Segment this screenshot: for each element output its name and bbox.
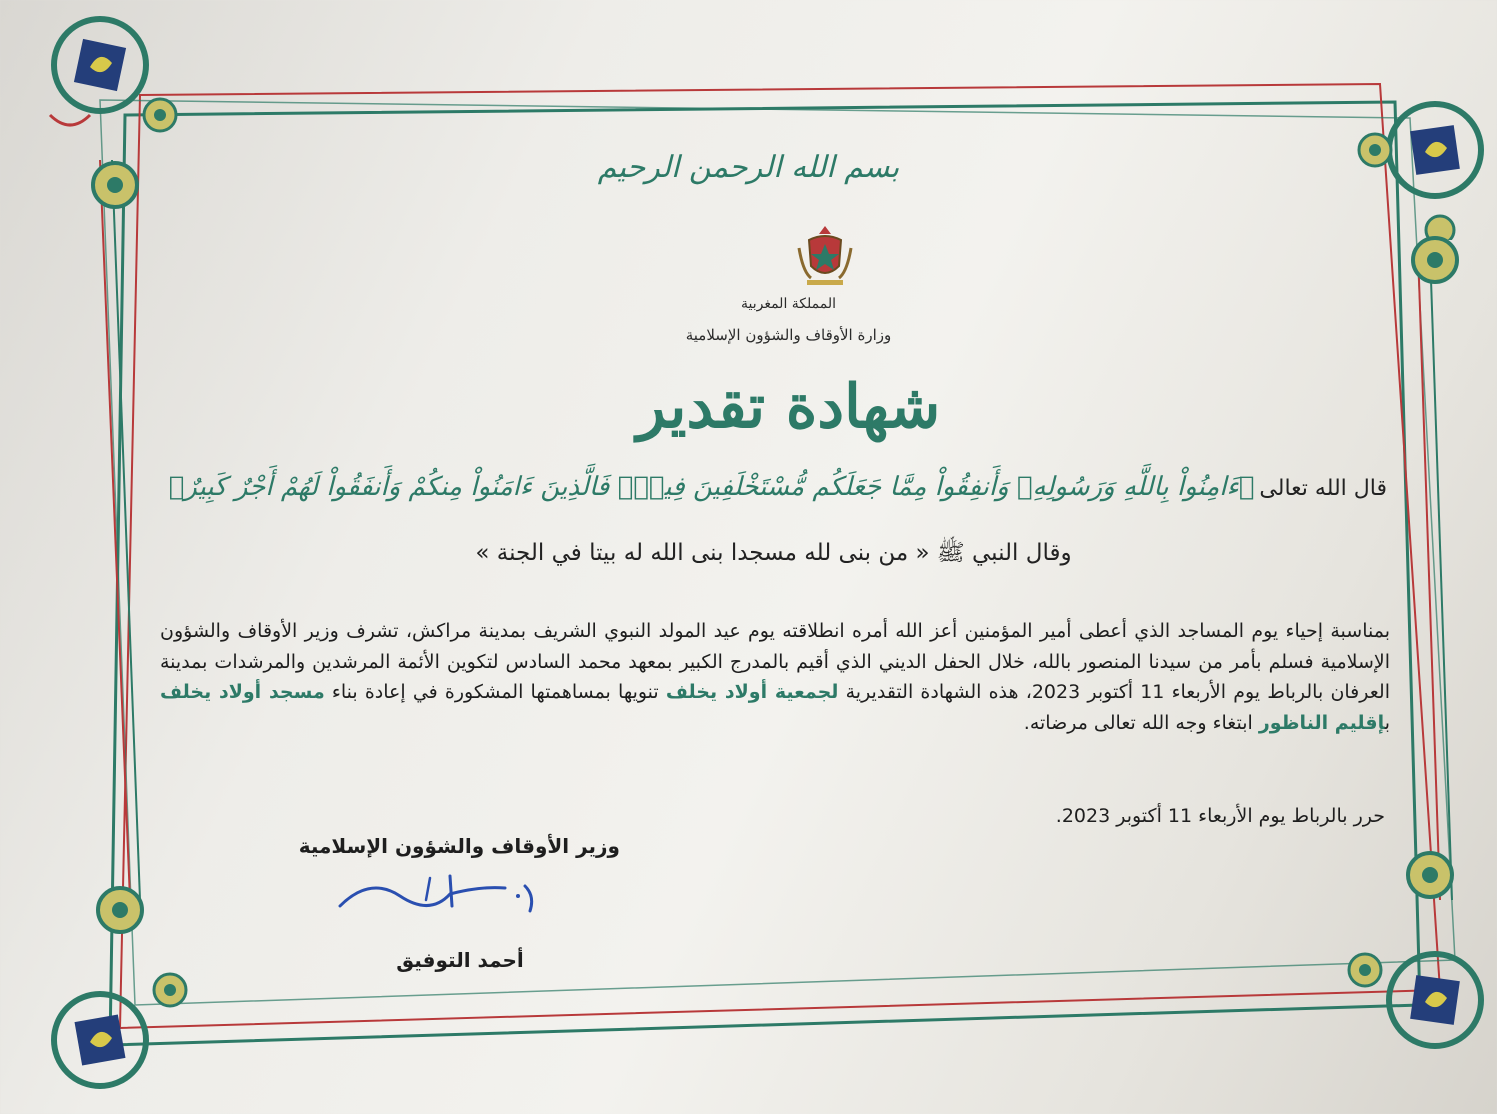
province-name: إقليم الناظور <box>1258 711 1385 734</box>
hadith-quote: وقال النبي ﷺ « من بنى لله مسجدا بنى الله له بيتا في الجنة » <box>475 540 1072 566</box>
kingdom-label: المملكة المغربية <box>740 296 837 312</box>
issue-date: حرر بالرباط يوم الأربعاء 11 أكتوبر 2023. <box>1055 805 1385 827</box>
signatory-title: وزير الأوقاف والشؤون الإسلامية <box>298 834 620 858</box>
handwritten-signature <box>330 866 550 926</box>
quran-intro: قال الله تعالى <box>1259 476 1387 501</box>
recipient-name: لجمعية أولاد يخلف <box>665 681 839 703</box>
certificate-body <box>160 616 1390 738</box>
body-part-2: تنويها بمساهمتها المشكورة في إعادة بناء <box>331 681 659 703</box>
mosque-name: مسجد أولاد يخلف <box>160 681 325 703</box>
body-part-3: ب <box>1384 711 1390 734</box>
signatory-name: أحمد التوفيق <box>396 948 524 972</box>
quran-quote <box>169 472 1387 502</box>
certificate-title: شهادة تقدير <box>636 372 941 442</box>
coat-of-arms-icon <box>795 222 855 288</box>
ministry-label: وزارة الأوقاف والشؤون الإسلامية <box>685 326 892 344</box>
body-part-4: ابتغاء وجه الله تعالى مرضاته. <box>1023 711 1253 734</box>
basmala: بسم الله الرحمن الرحيم <box>597 150 900 185</box>
quran-verse: ﴿ءَامِنُواْ بِاللَّهِ وَرَسُولِهِۦ وَأَنفِقُواْ مِمَّا جَعَلَكُم مُّسْتَخْلَفِينَ فِيهِۖ فَالَّذِينَ ءَامَنُواْ مِنكُمْ وَأَنفَقُواْ لَهُمْ أَجْرٌ كَبِيرٌ﴾ <box>168 472 1255 502</box>
body-part-1: بمناسبة إحياء يوم المساجد الذي أعطى أمير المؤمنين أعز الله أمره انطلاقته يوم عيد المولد النبوي الشريف بمدينة مراكش، تشرف وزير الأوقاف والشؤون الإسلامية فسلم بأمر من سيدنا المنصور بالله، خلال الحفل الديني الذي أقيم بالمدرج الكبير بمعهد محمد السادس لتكوين الأئمة المرشدين والمرشدات بمدينة العرفان بالرباط يوم الأربعاء 11 أكتوبر 2023، هذه الشهادة التقديرية <box>160 620 1390 703</box>
